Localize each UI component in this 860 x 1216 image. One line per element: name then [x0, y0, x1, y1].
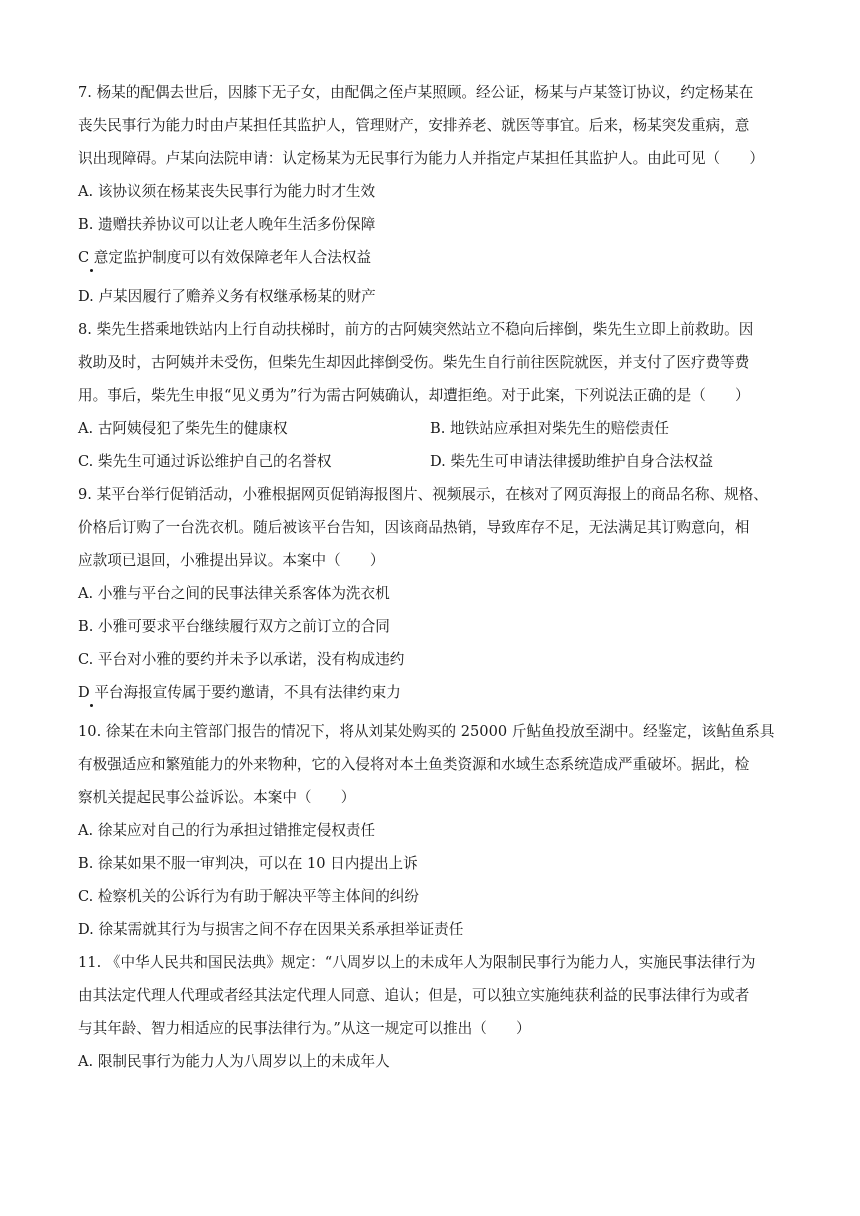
- question-8-option-d: D. 柴先生可申请法律援助维护自身合法权益: [430, 453, 714, 470]
- question-9-stem: [78, 484, 784, 571]
- question-7-option-b: B. 遗赠扶养协议可以让老人晚年生活多份保障: [78, 216, 376, 233]
- stem-line: 11. 《中华人民共和国民法典》规定：“八周岁以上的未成年人为限制民事行为能力人，实施民事法律行为: [78, 954, 756, 971]
- dot-icon: [90, 704, 93, 707]
- stem-line: 应款项已退回，小雅提出异议。本案中（ ）: [78, 552, 385, 569]
- question-8-option-b: B. 地铁站应承担对柴先生的赔偿责任: [430, 420, 669, 437]
- stem-line: 9. 某平台举行促销活动，小雅根据网页促销海报图片、视频展示，在核对了网页海报上的商品名称、规格、: [78, 486, 768, 503]
- question-11-option-a: A. 限制民事行为能力人为八周岁以上的未成年人: [78, 1053, 390, 1070]
- stem-line: 7. 杨某的配偶去世后，因膝下无子女，由配偶之侄卢某照顾。经公证，杨某与卢某签订协议，约定杨某在: [78, 84, 754, 101]
- question-10-stem: [78, 721, 784, 808]
- question-8: [78, 319, 784, 472]
- question-10-option-d: D. 徐某需就其行为与损害之间不存在因果关系承担举证责任: [78, 921, 464, 938]
- question-9: [78, 484, 784, 710]
- stem-line: 识出现障碍。卢某向法院申请：认定杨某为无民事行为能力人并指定卢某担任其监护人。由此可见（ ）: [78, 150, 764, 167]
- option-d-dot-mark: [78, 704, 784, 710]
- question-7-option-c: C 意定监护制度可以有效保障老年人合法权益: [78, 249, 372, 266]
- question-8-option-c: C. 柴先生可通过诉讼维护自己的名誉权: [78, 453, 332, 470]
- stem-line: 用。事后，柴先生申报“见义勇为”行为需古阿姨确认，却遭拒绝。对于此案，下列说法正确的是（ ）: [78, 387, 750, 404]
- stem-line: 察机关提起民事公益诉讼。本案中（ ）: [78, 789, 356, 806]
- stem-line: 救助及时，古阿姨并未受伤，但柴先生却因此摔倒受伤。柴先生自行前往医院就医，并支付了医疗费等费: [78, 354, 750, 371]
- question-11: [78, 952, 784, 1072]
- question-10: [78, 721, 784, 940]
- question-8-options-row-2: [78, 451, 784, 472]
- dot-icon: [90, 269, 93, 272]
- question-10-option-c: C. 检察机关的公诉行为有助于解决平等主体间的纠纷: [78, 888, 419, 905]
- question-7-option-d: D. 卢某因履行了赡养义务有权继承杨某的财产: [78, 288, 376, 305]
- question-8-option-a: A. 古阿姨侵犯了柴先生的健康权: [78, 420, 288, 437]
- stem-line: 价格后订购了一台洗衣机。随后被该平台告知，因该商品热销，导致库存不足，无法满足其订购意向，相: [78, 519, 750, 536]
- question-9-option-c: C. 平台对小雅的要约并未予以承诺，没有构成违约: [78, 651, 405, 668]
- stem-line: 丧失民事行为能力时由卢某担任其监护人，管理财产，安排养老、就医等事宜。后来，杨某突发重病，意: [78, 117, 750, 134]
- exam-page: [78, 82, 784, 1084]
- question-9-option-a: A. 小雅与平台之间的民事法律关系客体为洗衣机: [78, 585, 390, 602]
- question-8-stem: [78, 319, 784, 406]
- stem-line: 10. 徐某在未向主管部门报告的情况下，将从刘某处购买的 25000 斤鲇鱼投放至湖中。经鉴定，该鲇鱼系具: [78, 723, 775, 740]
- stem-line: 8. 柴先生搭乘地铁站内上行自动扶梯时，前方的古阿姨突然站立不稳向后摔倒，柴先生立即上前救助。因: [78, 321, 754, 338]
- option-c-dot-mark: [78, 269, 784, 275]
- question-11-stem: [78, 952, 784, 1039]
- stem-line: 由其法定代理人代理或者经其法定代理人同意、追认；但是，可以独立实施纯获利益的民事法律行为或者: [78, 987, 750, 1004]
- question-9-option-d: D 平台海报宣传属于要约邀请，不具有法律约束力: [78, 684, 401, 701]
- question-10-option-b: B. 徐某如果不服一审判决，可以在 10 日内提出上诉: [78, 855, 418, 872]
- stem-line: 与其年龄、智力相适应的民事法律行为。”从这一规定可以推出（ ）: [78, 1020, 531, 1037]
- stem-line: 有极强适应和繁殖能力的外来物种，它的入侵将对本土鱼类资源和水域生态系统造成严重破坏。据此，检: [78, 756, 750, 773]
- question-7-option-a: A. 该协议须在杨某丧失民事行为能力时才生效: [78, 183, 376, 200]
- question-7: [78, 82, 784, 307]
- question-10-option-a: A. 徐某应对自己的行为承担过错推定侵权责任: [78, 822, 376, 839]
- question-9-option-b: B. 小雅可要求平台继续履行双方之前订立的合同: [78, 618, 390, 635]
- question-7-stem: [78, 82, 784, 169]
- question-8-options-row-1: [78, 418, 784, 439]
